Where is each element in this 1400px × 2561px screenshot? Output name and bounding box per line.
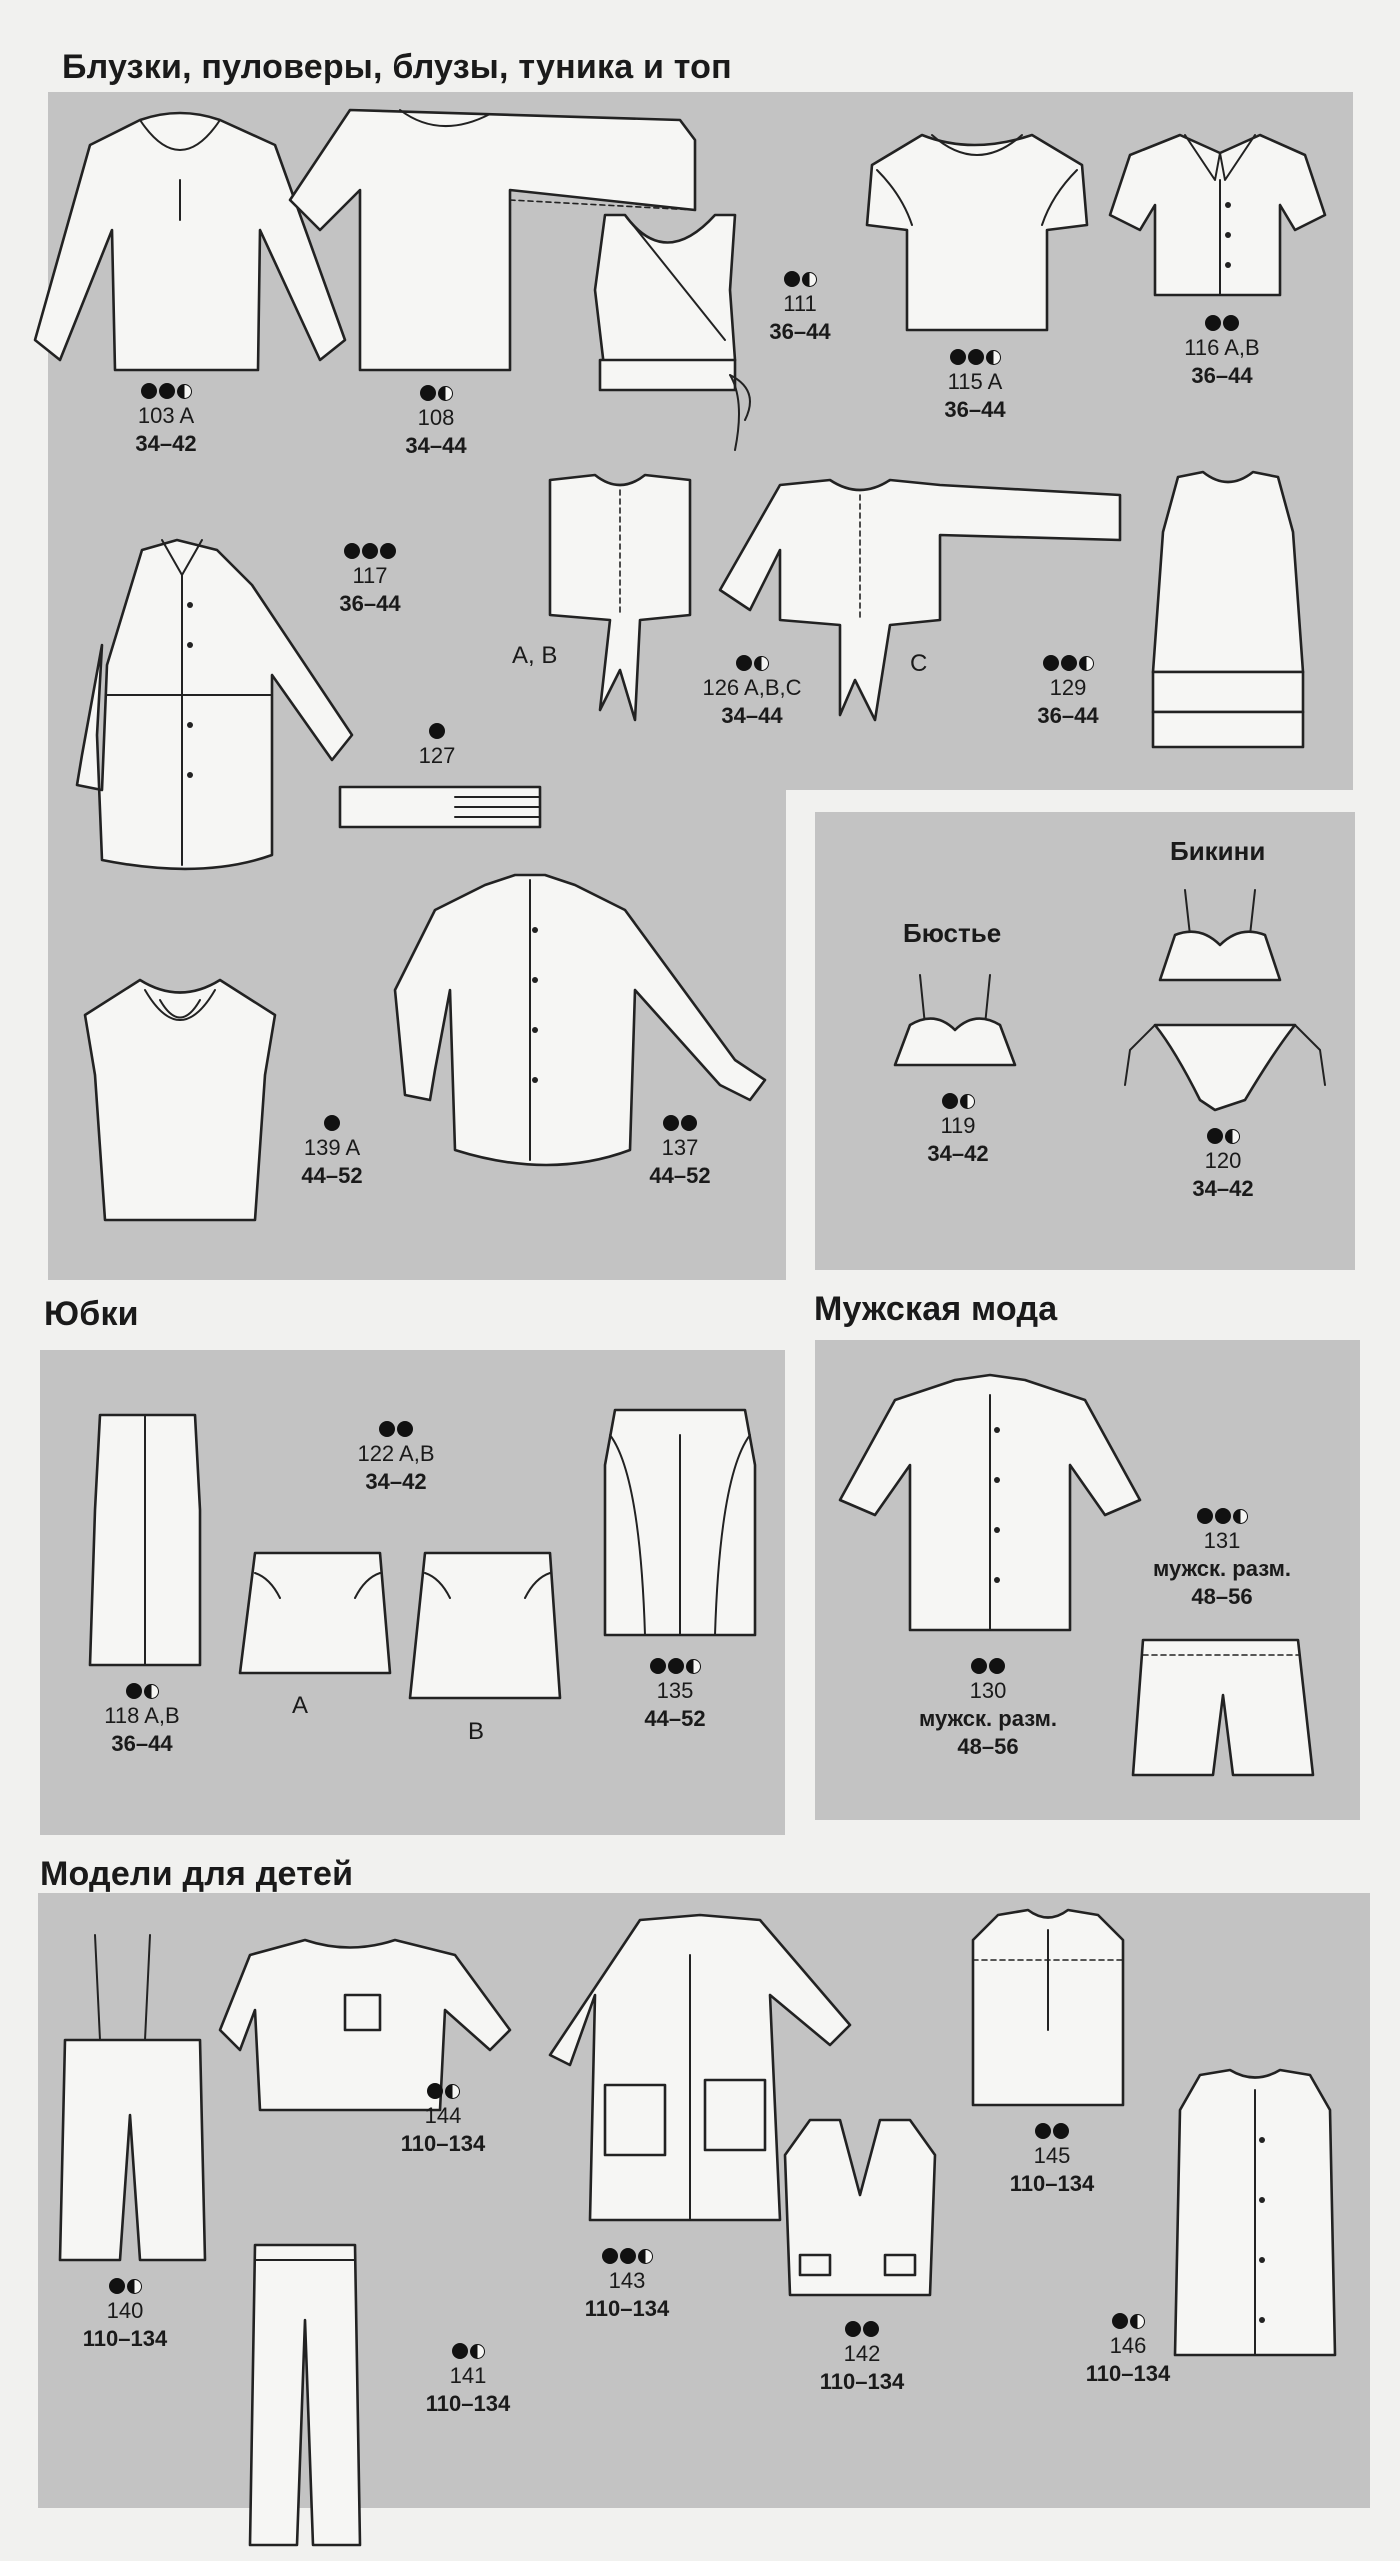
garment-122b-mini-skirt — [410, 1548, 560, 1703]
size-range: 48–56 — [957, 1734, 1019, 1759]
section-title-skirts: Юбки — [44, 1295, 139, 1333]
model-number: 140 — [106, 2298, 144, 2323]
difficulty-dots — [890, 346, 1060, 368]
garment-141-kids-pants — [245, 2240, 360, 2550]
model-number: 108 — [417, 405, 455, 430]
model-label-145 — [967, 2120, 1137, 2198]
difficulty-dots — [383, 2340, 553, 2362]
size-range: 110–134 — [82, 2326, 168, 2351]
model-label-135 — [590, 1655, 760, 1733]
mens-size-note: мужск. разм. — [919, 1706, 1057, 1731]
garment-130-mens-shirt — [835, 1370, 1145, 1635]
model-number: 131 — [1203, 1528, 1241, 1553]
model-number: 111 — [783, 291, 817, 316]
difficulty-dots — [595, 1112, 765, 1134]
model-number: 144 — [424, 2103, 462, 2128]
difficulty-dots — [888, 1655, 1088, 1677]
size-range: 110–134 — [819, 2369, 905, 2394]
model-label-131 — [1122, 1505, 1322, 1611]
model-label-118 — [57, 1680, 227, 1758]
model-number: 126 A,B,C — [702, 675, 802, 700]
size-range: 34–42 — [135, 431, 197, 456]
difficulty-dots — [352, 720, 522, 742]
model-number: 145 — [1033, 2143, 1071, 2168]
garment-118-pencil-skirt — [85, 1410, 205, 1670]
size-range: 36–44 — [769, 319, 831, 344]
model-number: 142 — [843, 2341, 881, 2366]
model-label-122 — [311, 1418, 481, 1496]
difficulty-dots — [873, 1090, 1043, 1112]
size-range: 34–42 — [365, 1469, 427, 1494]
model-label-129 — [983, 652, 1153, 730]
size-range: 110–134 — [1009, 2171, 1095, 2196]
garment-120-bikini-top — [1155, 890, 1285, 990]
garment-142-kids-vest — [780, 2115, 940, 2305]
garment-127-belt — [335, 782, 545, 837]
model-label-144 — [358, 2080, 528, 2158]
model-number: 116 A,B — [1184, 335, 1260, 360]
size-range: 44–52 — [649, 1163, 711, 1188]
model-number: 141 — [449, 2363, 487, 2388]
model-number: 130 — [969, 1678, 1007, 1703]
model-label-137 — [595, 1112, 765, 1190]
size-range: 34–44 — [721, 703, 783, 728]
section-title-blouses: Блузки, пуловеры, блузы, туника и топ — [62, 48, 732, 86]
variant-label-c: C — [910, 650, 928, 677]
size-range: 36–44 — [339, 591, 401, 616]
size-range: 110–134 — [584, 2296, 670, 2321]
model-label-146 — [1043, 2310, 1213, 2388]
model-number: 127 — [418, 743, 456, 768]
size-range: 44–52 — [301, 1163, 363, 1188]
size-range: 34–42 — [927, 1141, 989, 1166]
model-label-119 — [873, 1090, 1043, 1168]
difficulty-dots — [777, 2318, 947, 2340]
difficulty-dots — [967, 2120, 1137, 2142]
model-label-140 — [40, 2275, 210, 2353]
size-range: 110–134 — [1085, 2361, 1171, 2386]
model-label-108 — [351, 382, 521, 460]
size-range: 44–52 — [644, 1706, 706, 1731]
difficulty-dots — [542, 2245, 712, 2267]
bustier-heading: Бюстье — [903, 918, 1002, 948]
garment-145-kids-top — [968, 1910, 1128, 2110]
model-label-142 — [777, 2318, 947, 2396]
model-number: 146 — [1109, 2333, 1147, 2358]
model-number: 137 — [661, 1135, 699, 1160]
model-number: 117 — [352, 563, 388, 588]
model-number: 122 A,B — [357, 1441, 435, 1466]
model-number: 143 — [608, 2268, 646, 2293]
difficulty-dots — [311, 1418, 481, 1440]
difficulty-dots — [285, 540, 455, 562]
model-number: 119 — [940, 1113, 976, 1138]
difficulty-dots — [40, 2275, 210, 2297]
model-number: 120 — [1204, 1148, 1242, 1173]
size-range: 36–44 — [1191, 363, 1253, 388]
size-range: 110–134 — [400, 2131, 486, 2156]
model-label-103 — [81, 380, 251, 458]
bikini-heading: Бикини — [1170, 836, 1266, 866]
model-label-115 — [890, 346, 1060, 424]
model-number: 103 A — [137, 403, 195, 428]
difficulty-dots — [715, 268, 885, 290]
difficulty-dots — [1138, 1125, 1308, 1147]
section-title-kids: Модели для детей — [40, 1855, 354, 1893]
model-number: 115 A — [947, 369, 1003, 394]
mens-size-note: мужск. разм. — [1153, 1556, 1291, 1581]
garment-120-bikini-bottom — [1125, 1010, 1325, 1120]
garment-122a-mini-skirt — [240, 1548, 390, 1678]
model-label-130 — [888, 1655, 1088, 1761]
variant-label-b: B — [468, 1718, 485, 1745]
garment-116-short-sleeve-shirt — [1110, 125, 1325, 305]
garment-135-panel-skirt — [600, 1405, 760, 1640]
garment-115-puff-sleeve-top — [862, 125, 1092, 335]
garment-119-bustier — [890, 975, 1020, 1075]
difficulty-dots — [667, 652, 837, 674]
variant-label-a: A — [292, 1692, 309, 1719]
model-number: 139 A — [303, 1135, 361, 1160]
model-label-117 — [285, 540, 455, 618]
model-number: 129 — [1049, 675, 1087, 700]
difficulty-dots — [1137, 312, 1307, 334]
variant-label-ab: A, B — [512, 642, 558, 669]
difficulty-dots — [590, 1655, 760, 1677]
garment-131-mens-shorts — [1128, 1635, 1318, 1780]
difficulty-dots — [81, 380, 251, 402]
model-label-126 — [667, 652, 837, 730]
size-range: 48–56 — [1191, 1584, 1253, 1609]
size-range: 110–134 — [425, 2391, 511, 2416]
size-range: 36–44 — [944, 397, 1006, 422]
model-label-139 — [247, 1112, 417, 1190]
difficulty-dots — [57, 1680, 227, 1702]
garment-129-sleeveless-top — [1148, 472, 1308, 762]
difficulty-dots — [358, 2080, 528, 2102]
difficulty-dots — [247, 1112, 417, 1134]
size-range: 34–44 — [405, 433, 467, 458]
section-title-men: Мужская мода — [814, 1290, 1058, 1328]
difficulty-dots — [1122, 1505, 1322, 1527]
model-label-141 — [383, 2340, 553, 2418]
difficulty-dots — [351, 382, 521, 404]
difficulty-dots — [1043, 2310, 1213, 2332]
garment-140-overalls — [55, 1935, 215, 2265]
model-label-116 — [1137, 312, 1307, 390]
size-range: 36–44 — [111, 1731, 173, 1756]
model-label-143 — [542, 2245, 712, 2323]
model-number: 118 A,B — [104, 1703, 180, 1728]
model-label-127 — [352, 720, 522, 770]
model-label-111 — [715, 268, 885, 346]
model-number: 135 — [656, 1678, 694, 1703]
difficulty-dots — [983, 652, 1153, 674]
size-range: 36–44 — [1037, 703, 1099, 728]
model-label-120 — [1138, 1125, 1308, 1203]
size-range: 34–42 — [1192, 1176, 1254, 1201]
